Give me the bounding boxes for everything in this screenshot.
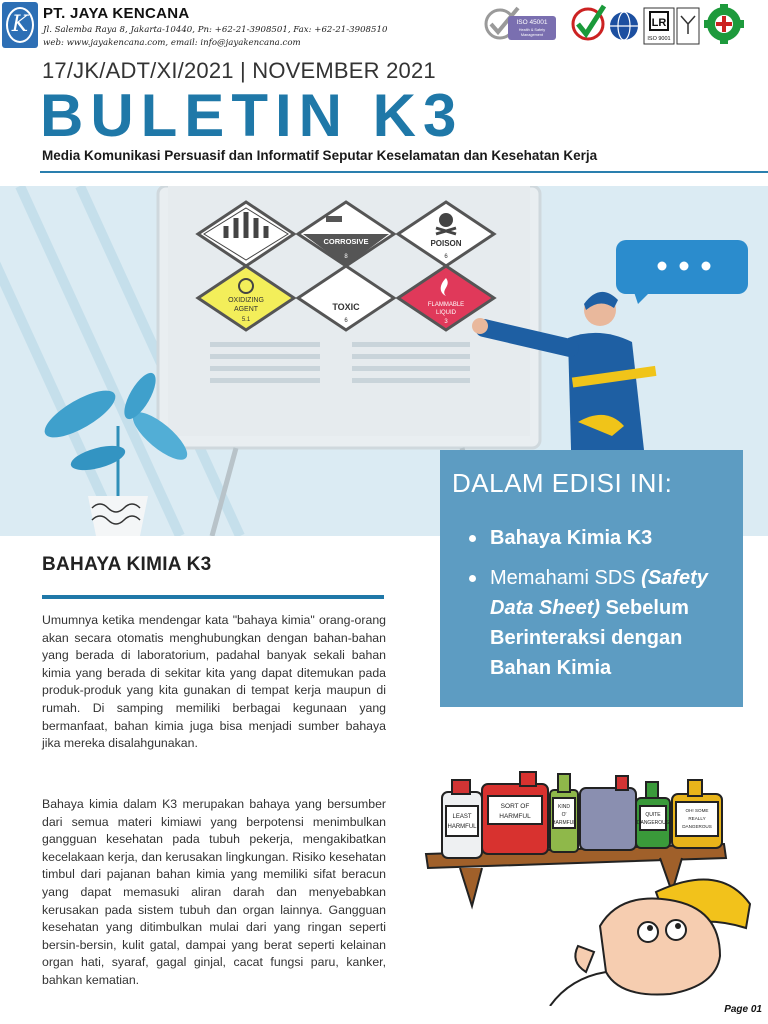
smk3-badge (573, 6, 604, 39)
globe-badge (610, 12, 638, 40)
svg-text:HARMFUL: HARMFUL (447, 824, 477, 830)
poison-label: POISON (430, 239, 462, 248)
svg-text:HARMFUL: HARMFUL (551, 820, 577, 826)
svg-text:OH! SOME: OH! SOME (685, 808, 709, 813)
certification-logos (478, 2, 768, 46)
page-number: Page 01 (724, 1004, 762, 1015)
svg-text:QUITE: QUITE (645, 812, 661, 818)
iso45001-badge (486, 8, 556, 40)
svg-text:LR: LR (651, 17, 667, 29)
article-title: BAHAYA KIMIA K3 (42, 554, 212, 575)
bulletin-subtitle: Media Komunikasi Persuasif dan Informatif Seputar Keselamatan dan Kesehatan Kerja (42, 148, 598, 163)
company-name: PT. JAYA KENCANA (43, 5, 190, 22)
corrosive-label: CORROSIVE (323, 237, 369, 246)
svg-text:KIND: KIND (558, 804, 570, 810)
svg-text:LIQUID: LIQUID (435, 310, 457, 316)
svg-text:5.1: 5.1 (241, 317, 251, 323)
address-line-1: Jl. Salemba Raya 8, Jakarta-10440, Pn: +62-21-3908501, Fax: +62-21-3908510 (43, 25, 388, 35)
bottle-label-least: LEAST (452, 814, 472, 820)
edition-contents-list (452, 523, 731, 683)
article-paragraph-2: Bahaya kimia dalam K3 merupakan bahaya yang bersumber dari semua materi kimiawi yang berpotensi menimbulkan gangguan kesehatan pada tubuh pekerja, mengakibatkan kecelakaan kerja, dan kerusakan lingkungan. Risiko kesehatan timbul dari pajanan bahan kimia yang memiliki sifat beracun yang dapat memasuki aliran darah dan menyebabkan kerusakan pada sistem tubuh dan organ lainnya. Gangguan kesehatan yang ditimbulkan mulai dari yang ringan seperti bersin-bersin, kulit gatal, dampai yang berat seperti kelainan organ hati, syaraf, gagal ginjal, cacat fungsi paru, kanker, bahkan kematian. (42, 797, 386, 987)
chemical-shelf-cartoon (420, 766, 760, 1006)
gear-icon (704, 4, 744, 44)
svg-text:DANGEROUS: DANGEROUS (636, 820, 670, 826)
chemical-shelf-illustration (420, 766, 760, 1006)
svg-text:8: 8 (344, 254, 348, 260)
svg-text:3: 3 (444, 319, 448, 325)
company-address (43, 24, 387, 50)
edition-line: 17/JK/ADT/XI/2021 | NOVEMBER 2021 (42, 58, 436, 83)
iso45001-label: ISO 45001 (516, 19, 548, 26)
svg-text:6: 6 (444, 254, 448, 260)
svg-text:REALLY: REALLY (688, 816, 706, 821)
svg-text:SORT OF: SORT OF (500, 803, 530, 810)
iso9001-badge (644, 8, 699, 44)
iso45001-sub-b: Management (520, 33, 544, 37)
contents-item-2-text-b: (Safety Data Sheet) (490, 567, 708, 619)
svg-text:OXIDIZING: OXIDIZING (228, 297, 264, 304)
toxic-label: TOXIC (332, 302, 360, 312)
worker-cartoon-head (550, 880, 750, 1007)
contents-item-1: Bahaya Kimia K3 (452, 523, 731, 553)
company-logo-mark: K (6, 7, 34, 43)
contents-item-2-text-a: Memahami SDS (490, 567, 642, 589)
iso9001-label: ISO 9001 (647, 36, 671, 42)
contents-item-2-text-c: Sebelum Berinteraksi dengan Bahan Kimia (490, 597, 689, 679)
in-this-edition-box (440, 450, 743, 707)
svg-text:AGENT: AGENT (233, 306, 259, 313)
svg-text:DANGEROUS: DANGEROUS (682, 824, 712, 829)
svg-text:O': O' (561, 812, 567, 818)
header-divider (40, 171, 768, 173)
article-paragraph-1: Umumnya ketika mendengar kata "bahaya kimia" orang-orang akan secara otomatis menghubungkan dengan bahan-bahan yang berada di laboratorium, padahal banyak sekali bahan kimia yang berada di sekitar kita yang dapat ditemukan pada produk-produk yang kita gunakan di tempat kerja maupun di rumah. Di samping memiliki berbagai kegunaan yang bermanfaat, bahan kimia juga bisa menjadi sumber bahaya jika mereka disalahgunakan. (42, 613, 386, 751)
bottle-really-dangerous (672, 780, 722, 848)
svg-text:6: 6 (344, 318, 348, 324)
iso45001-sub-a: Health & Safety (518, 28, 546, 32)
svg-text:FLAMMABLE: FLAMMABLE (427, 302, 465, 308)
company-logo (2, 2, 38, 48)
certification-badges (478, 2, 768, 48)
in-this-edition-title: DALAM EDISI INI: (452, 468, 673, 498)
contents-item-2 (452, 563, 731, 683)
article-title-rule (42, 595, 384, 599)
svg-text:HARMFUL: HARMFUL (499, 813, 531, 820)
address-line-2: web: www.jayakencana.com, email: info@jayakencana.com (43, 38, 301, 48)
bulletin-title: BULETIN K3 (40, 82, 464, 149)
